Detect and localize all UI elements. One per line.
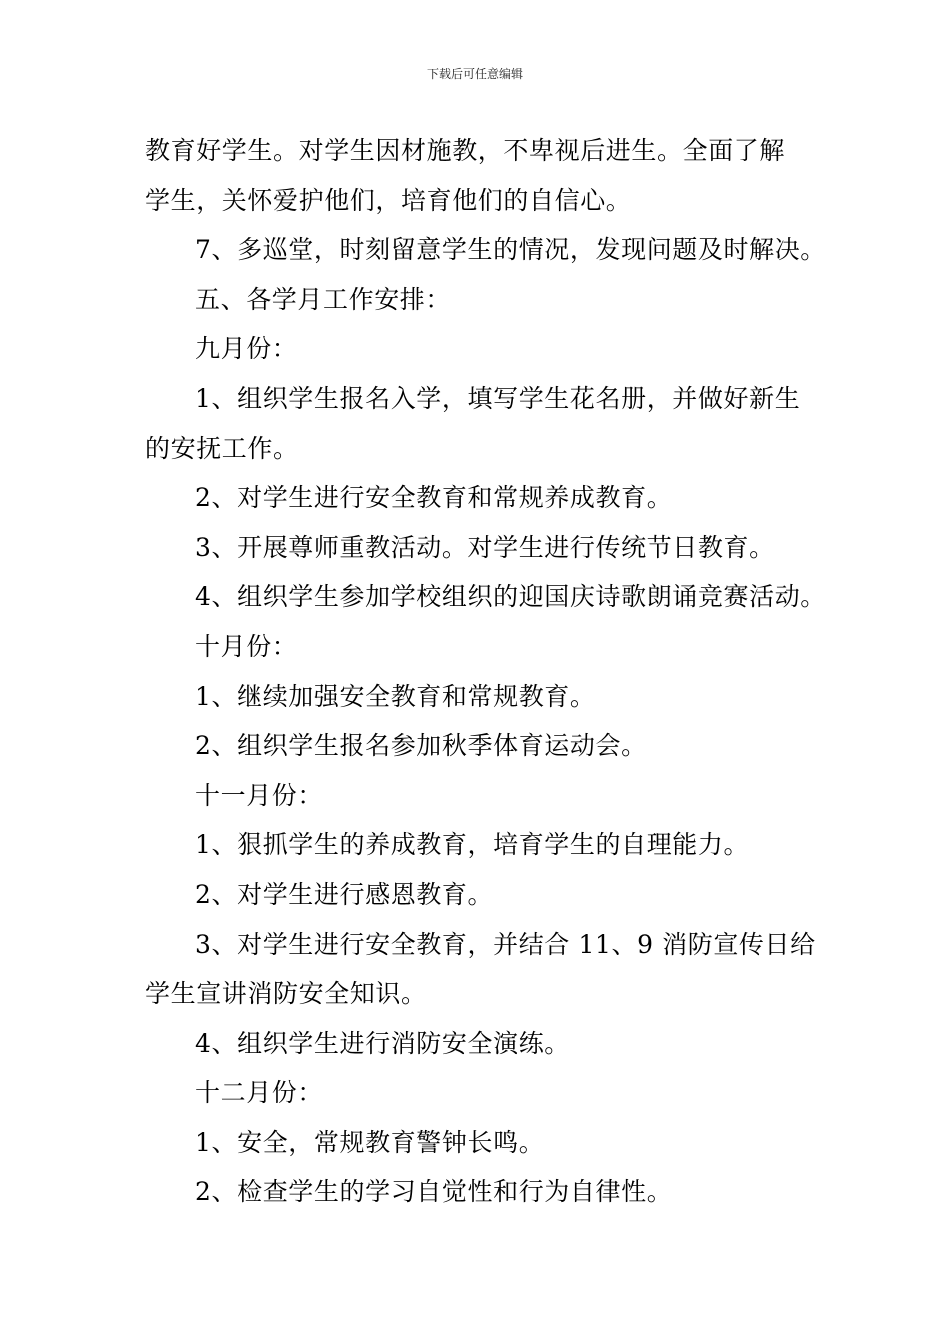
paragraph-line: 1、安全，常规教育警钟长鸣。 bbox=[195, 1127, 545, 1157]
paragraph-line: 教育好学生。对学生因材施教，不卑视后进生。全面了解 bbox=[145, 136, 786, 165]
paragraph-line: 2、对学生进行感恩教育。 bbox=[195, 879, 494, 909]
month-heading: 十一月份： bbox=[195, 780, 324, 810]
section-heading: 五、各学月工作安排： bbox=[195, 284, 452, 314]
paragraph-line: 的安抚工作。 bbox=[145, 433, 299, 463]
month-heading: 九月份： bbox=[195, 334, 298, 364]
paragraph-line: 1、狠抓学生的养成教育，培育学生的自理能力。 bbox=[195, 830, 750, 860]
paragraph-line: 2、组织学生报名参加秋季体育运动会。 bbox=[195, 731, 647, 761]
paragraph-line: 1、继续加强安全教育和常规教育。 bbox=[195, 681, 596, 711]
paragraph-line: 2、检查学生的学习自觉性和行为自律性。 bbox=[195, 1177, 673, 1207]
paragraph-line: 1、组织学生报名入学，填写学生花名册，并做好新生 bbox=[195, 383, 801, 413]
paragraph-line: 3、对学生进行安全教育，并结合 11、9 消防宣传日给 bbox=[195, 929, 816, 959]
month-heading: 十二月份： bbox=[195, 1078, 324, 1108]
month-heading: 十月份： bbox=[195, 631, 298, 661]
paragraph-line: 学生，关怀爱护他们，培育他们的自信心。 bbox=[145, 185, 632, 215]
paragraph-line: 3、开展尊师重教活动。对学生进行传统节日教育。 bbox=[195, 532, 775, 562]
paragraph-line: 学生宣讲消防安全知识。 bbox=[145, 979, 427, 1009]
paragraph-line: 2、对学生进行安全教育和常规养成教育。 bbox=[195, 483, 673, 513]
page-header-note: 下载后可任意编辑 bbox=[426, 67, 523, 81]
paragraph-line: 4、组织学生进行消防安全演练。 bbox=[195, 1028, 570, 1058]
paragraph-line: 4、组织学生参加学校组织的迎国庆诗歌朗诵竞赛活动。 bbox=[195, 582, 826, 612]
document-body bbox=[145, 126, 826, 1217]
paragraph-line: 7、多巡堂，时刻留意学生的情况，发现问题及时解决。 bbox=[195, 235, 826, 265]
